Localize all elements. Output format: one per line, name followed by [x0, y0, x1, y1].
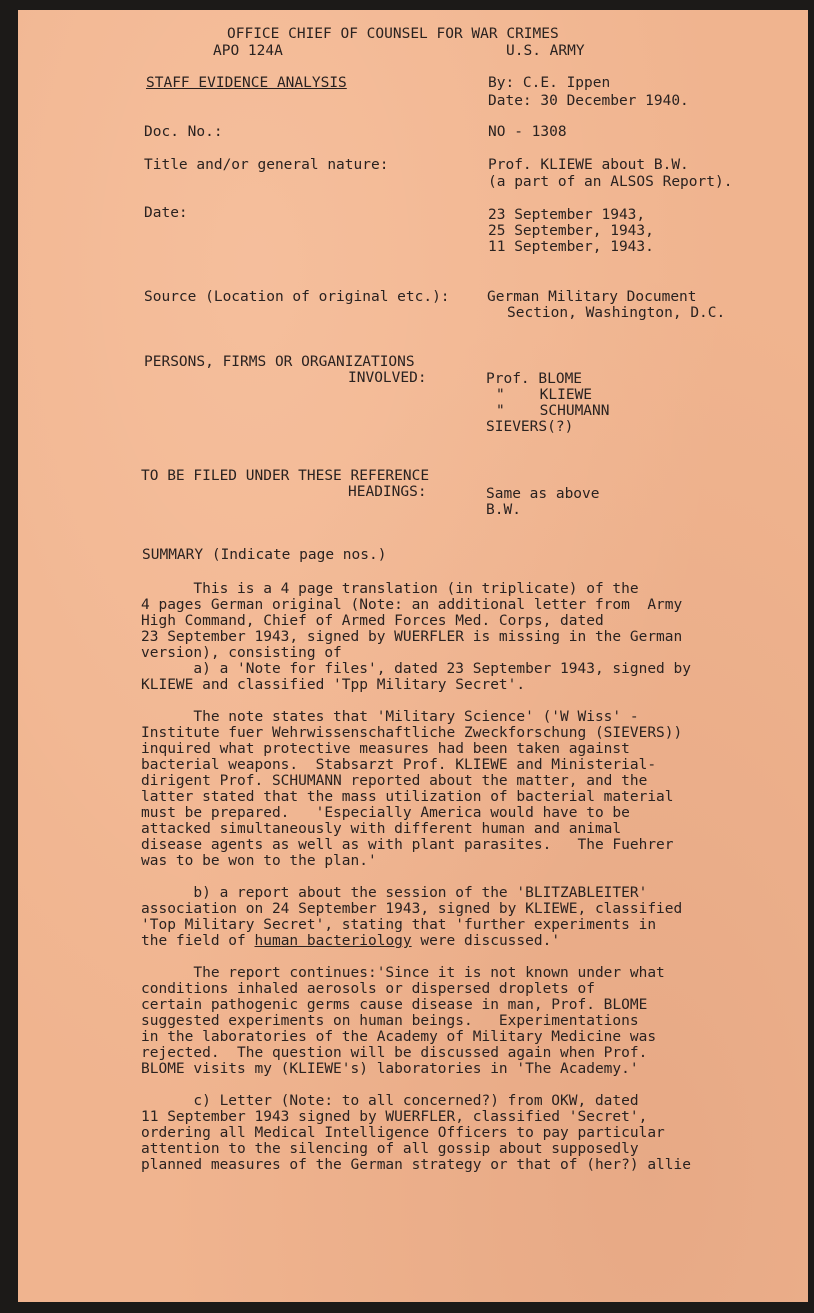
summary-p5-line: planned measures of the German strategy or that of (her?) allie [141, 1157, 691, 1173]
date-value-line-2: 25 September, 1943, [488, 223, 654, 239]
summary-p2-line: Institute fuer Wehrwissenschaftliche Zweckforschung (SIEVERS)) [141, 725, 683, 741]
summary-p4-line: rejected. The question will be discussed again when Prof. [141, 1045, 648, 1061]
source-value-line-2: Section, Washington, D.C. [507, 305, 726, 321]
doc-number-label: Doc. No.: [144, 124, 223, 140]
underlined-phrase: human bacteriology [254, 933, 412, 949]
summary-p3-text: the field of [141, 933, 255, 949]
filed-label-line-1: TO BE FILED UNDER THESE REFERENCE [141, 468, 430, 484]
summary-p2-line: was to be won to the plan.' [141, 853, 377, 869]
summary-p2-line: latter stated that the mass utilization of bacterial material [141, 789, 674, 805]
summary-p1-line: 23 September 1943, signed by WUERFLER is missing in the German [141, 629, 683, 645]
office-heading: OFFICE CHIEF OF COUNSEL FOR WAR CRIMES [227, 26, 559, 42]
summary-p5-line: c) Letter (Note: to all concerned?) from OKW, dated [141, 1093, 639, 1109]
summary-p4-line: conditions inhaled aerosols or dispersed droplets of [141, 981, 595, 997]
summary-p2-line: The note states that 'Military Science' ('W Wiss' - [141, 709, 639, 725]
summary-p4-line: in the laboratories of the Academy of Military Medicine was [141, 1029, 657, 1045]
summary-heading: SUMMARY (Indicate page nos.) [142, 547, 387, 563]
summary-p5-line: 11 September 1943 signed by WUERFLER, classified 'Secret', [141, 1109, 648, 1125]
summary-p1-line: a) a 'Note for files', dated 23 September 1943, signed by [141, 661, 691, 677]
persons-label-line-2: INVOLVED: [348, 370, 427, 386]
summary-p2-line: must be prepared. 'Especially America would have to be [141, 805, 630, 821]
summary-p4-line: suggested experiments on human beings. Experimentations [141, 1013, 639, 1029]
summary-p4-line: certain pathogenic germs cause disease in man, Prof. BLOME [141, 997, 648, 1013]
doc-number-value: NO - 1308 [488, 124, 567, 140]
source-value-line-1: German Military Document [487, 289, 697, 305]
analysis-title: STAFF EVIDENCE ANALYSIS [146, 75, 347, 91]
source-label: Source (Location of original etc.): [144, 289, 450, 305]
date-label: Date: [144, 205, 188, 221]
title-value-line-2: (a part of an ALSOS Report). [488, 174, 733, 190]
date-value-line-1: 23 September 1943, [488, 207, 646, 223]
date-value-line-3: 11 September, 1943. [488, 239, 654, 255]
analyst-name: By: C.E. Ippen [488, 75, 611, 91]
title-value-line-1: Prof. KLIEWE about B.W. [488, 157, 689, 173]
person-blome: Prof. BLOME [486, 371, 583, 387]
apo-number: APO 124A [213, 43, 283, 59]
summary-p4-line: BLOME visits my (KLIEWE's) laboratories in 'The Academy.' [141, 1061, 639, 1077]
filed-value-line-1: Same as above [486, 486, 600, 502]
summary-p3-line: 'Top Military Secret', stating that 'further experiments in [141, 917, 657, 933]
summary-p2-line: disease agents as well as with plant parasites. The Fuehrer [141, 837, 674, 853]
summary-p1-line: 4 pages German original (Note: an additional letter from Army [141, 597, 683, 613]
summary-p5-line: attention to the silencing of all gossip about supposedly [141, 1141, 639, 1157]
summary-p1-line: KLIEWE and classified 'Tpp Military Secret'. [141, 677, 526, 693]
summary-p3-line: association on 24 September 1943, signed by KLIEWE, classified [141, 901, 683, 917]
summary-p2-line: attacked simultaneously with different human and animal [141, 821, 622, 837]
filed-label-line-2: HEADINGS: [348, 484, 427, 500]
analysis-date: Date: 30 December 1940. [488, 93, 689, 109]
summary-p2-line: bacterial weapons. Stabsarzt Prof. KLIEWE and Ministerial- [141, 757, 657, 773]
summary-p2-line: inquired what protective measures had been taken against [141, 741, 630, 757]
document-page [18, 10, 808, 1302]
summary-p2-line: dirigent Prof. SCHUMANN reported about the matter, and the [141, 773, 648, 789]
summary-p5-line: ordering all Medical Intelligence Officers to pay particular [141, 1125, 665, 1141]
summary-p3-text: were discussed.' [411, 933, 561, 949]
persons-label-line-1: PERSONS, FIRMS OR ORGANIZATIONS [144, 354, 415, 370]
summary-p3-line: b) a report about the session of the 'BLITZABLEITER' [141, 885, 648, 901]
summary-p3-last-line [141, 934, 560, 949]
person-kliewe: " KLIEWE [496, 387, 593, 403]
summary-p4-line: The report continues:'Since it is not known under what [141, 965, 665, 981]
filed-value-line-2: B.W. [486, 502, 521, 518]
summary-p1-line: High Command, Chief of Armed Forces Med. Corps, dated [141, 613, 604, 629]
army-label: U.S. ARMY [506, 43, 585, 59]
summary-p1-line: version), consisting of [141, 645, 342, 661]
person-schumann: " SCHUMANN [496, 403, 610, 419]
summary-p1-line: This is a 4 page translation (in triplicate) of the [141, 581, 639, 597]
person-sievers: SIEVERS(?) [486, 419, 574, 435]
title-label: Title and/or general nature: [144, 157, 389, 173]
